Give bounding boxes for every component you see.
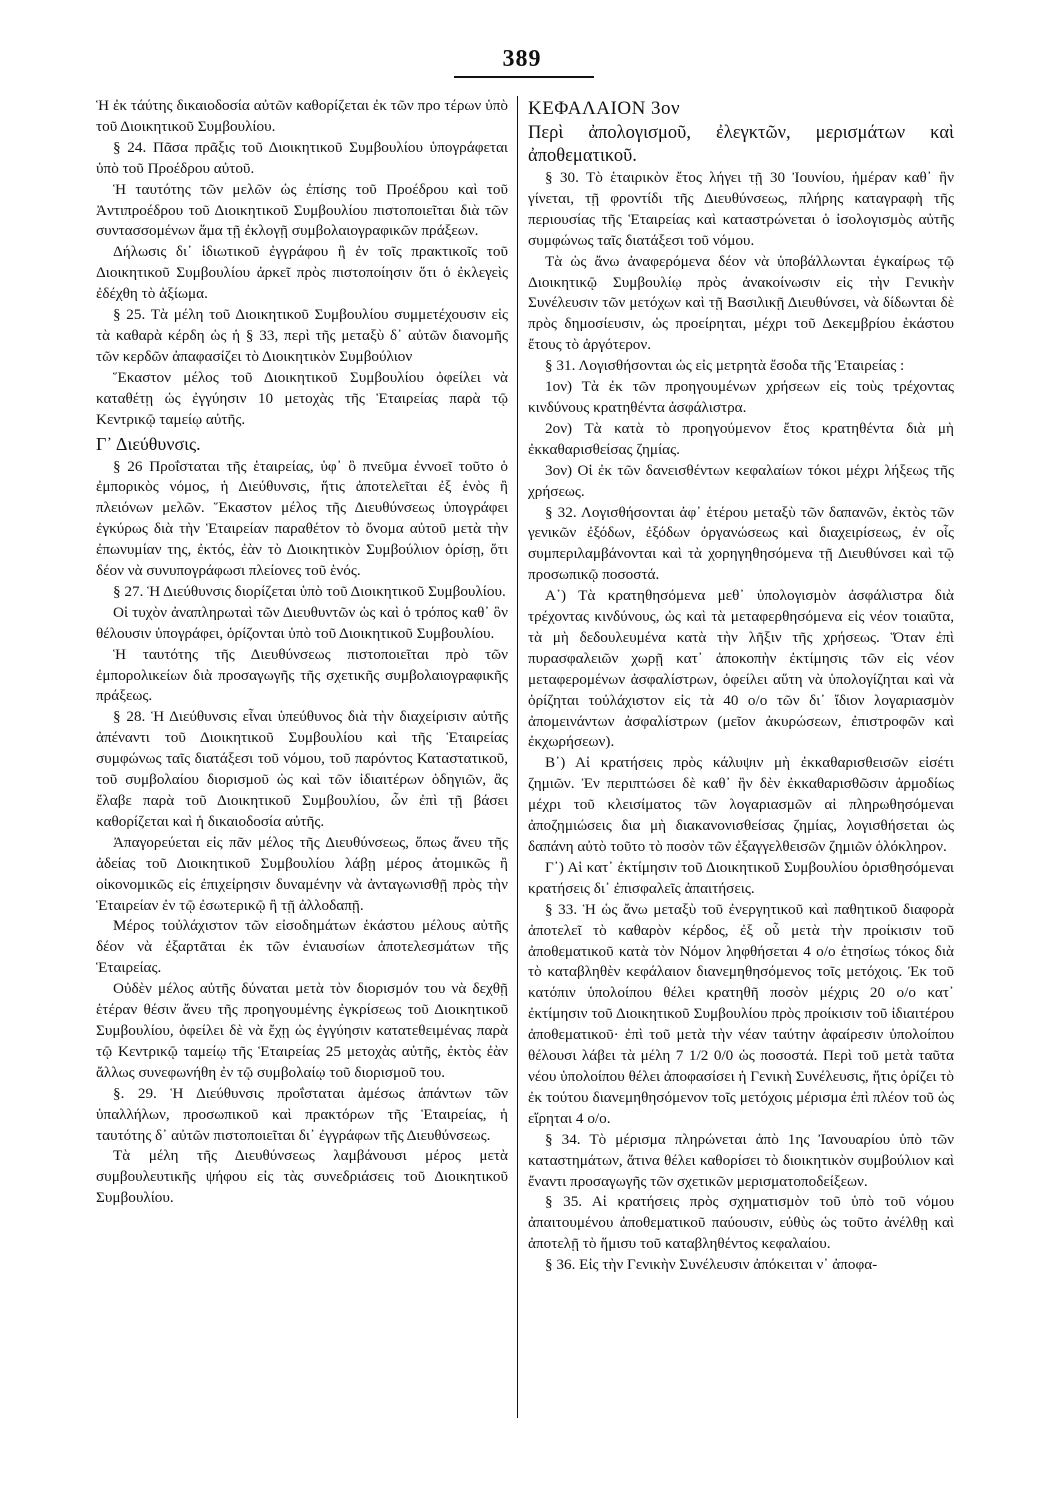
paragraph: § 24. Πᾶσα πρᾶξις τοῦ Διοικητικοῦ Συμβουλίου ὑπογράφεται ὑπὸ τοῦ Προέδρου αὐτοῦ. [96, 138, 508, 177]
paragraph: § 25. Τὰ μέλη τοῦ Διοικητικοῦ Συμβουλίου συμμετέχουσιν εἰς τὰ καθαρὰ κέρδη ὡς ἡ § 33, περὶ τῆς μεταξὺ δ᾽ αὐτῶν διανομῆς τῶν κερδῶν ἀπαφασίζει τὸ Διοικητικὸν Συμβούλιον [96, 306, 508, 365]
paragraph: Μέρος τοὐλάχιστον τῶν εἰσοδημάτων ἑκάστου μέλους αὐτῆς δέον νὰ ἐξαρτᾶται ἐκ τῶν ἐνιαυσίων ἀποτελεσμάτων τῆς Ἑταιρείας. [96, 917, 508, 977]
paragraph: 2ον) Τὰ κατὰ τὸ προηγούμενον ἔτος κρατηθέντα διὰ μὴ ἐκκαθαρισθείσας ζημίας. [528, 419, 954, 458]
paragraph: § 35. Αἱ κρατήσεις πρὸς σχηματισμὸν τοῦ ὑπὸ τοῦ νόμου ἀπαιτουμένου ἀποθεματικοῦ παύουσιν, εὐθὺς ὡς τοῦτο ἀνέλθῃ καὶ ἀποτελῇ τὸ ἥμισυ τοῦ καταβληθέντος κεφαλαίου. [528, 1193, 954, 1253]
paragraph: Α᾽) Τὰ κρατηθησόμενα μεθ᾽ ὑπολογισμὸν ἀσφάλιστρα διὰ τρέχοντας κινδύνους, ὡς καὶ τὰ μεταφερθησόμενα εἰς νέον τοιαῦτα, τὰ μὴ δεδουλευμένα κατὰ τὴν λῆξιν τῆς χρήσεως. Ὅταν ἐπὶ πυρασφαλειῶν χωρῇ κατ᾽ ἀποκοπὴν ἐκτίμησις τῶν εἰς νέον μεταφερομένων ἀσφαλίστρων, ὀφείλει αὕτη νὰ ὑπολογίζηται καὶ νὰ ὁρίζηται τοὐλάχιστον εἰς τὰ 40 ο/ο τῶν δι᾽ ἴδιον λογαριασμὸν ἀπομεινάντων ἀσφαλίστρων (μεῖον ἀκυρώσεων, ἐπιστροφῶν καὶ ἐκχωρήσεων). [528, 587, 954, 751]
paragraph: 1ον) Τὰ ἐκ τῶν προηγουμένων χρήσεων εἰς τοὺς τρέχοντας κινδύνους κρατηθέντα ἀσφάλιστρα. [528, 378, 954, 416]
paragraph: § 32. Λογισθήσονται ἀφ᾽ ἑτέρου μεταξὺ τῶν δαπανῶν, ἐκτὸς τῶν γενικῶν ἐξόδων, ἐξόδων ὀργανώσεως καὶ διαχειρίσεως, ἐν οἷς συμπεριλαμβάνονται καὶ τὰ χορηγηθησόμενα τῇ Διευθύνσει καὶ τῷ προσωπικῷ ποσοστά. [528, 503, 954, 584]
paragraph: Ἕκαστον μέλος τοῦ Διοικητικοῦ Συμβουλίου ὀφείλει νὰ καταθέτῃ ὡς ἐγγύησιν 10 μετοχὰς τῆς Ἑταιρείας παρὰ τῷ Κεντρικῷ ταμείῳ αὐτῆς. [96, 368, 508, 428]
paragraph: Ἡ ταυτότης τῶν μελῶν ὡς ἐπίσης τοῦ Προέδρου καὶ τοῦ Ἀντιπροέδρου τοῦ Διοικητικοῦ Συμβουλίου πιστοποιεῖται διὰ τῶν συντασσομένων ἅμα τῇ ἐκλογῇ συμβολαιογραφικῶν πράξεων. [96, 180, 508, 240]
paragraph: § 28. Ἡ Διεύθυνσις εἶναι ὑπεύθυνος διὰ τὴν διαχείρισιν αὐτῆς ἀπέναντι τοῦ Διοικητικοῦ Συμβουλίου καὶ τῆς Ἑταιρείας συμφώνως ταῖς διατάξεσι τοῦ νόμου, τοῦ παρόντος Καταστατικοῦ, τοῦ συμβολαίου διορισμοῦ ὡς καὶ τῶν ἰδιαιτέρων ὁδηγιῶν, ἃς ἔλαβε παρὰ τοῦ Διοικητικοῦ Συμβουλίου, ὧν ἐπὶ τῇ βάσει καθορίζεται καὶ ἡ δικαιοδοσία αὐτῆς. [96, 708, 508, 830]
paragraph: Τὰ ὡς ἄνω ἀναφερόμενα δέον νὰ ὑποβάλλωνται ἐγκαίρως τῷ Διοικητικῷ Συμβουλίῳ πρὸς ἀνακοίνωσιν εἰς τὴν Γενικὴν Συνέλευσιν τῶν μετόχων καὶ τῇ Βασιλικῇ Διευθύνσει, νὰ δίδωνται δὲ πρὸς δημοσίευσιν, ὡς προείρηται, μέχρι τοῦ Δεκεμβρίου ἑκάστου ἔτους τὸ ἀργότερον. [528, 252, 954, 354]
column-divider [517, 96, 518, 1418]
paragraph: § 33. Ἡ ὡς ἄνω μεταξὺ τοῦ ἐνεργητικοῦ καὶ παθητικοῦ διαφορὰ ἀποτελεῖ τὸ καθαρὸν κέρδος, ἐξ οὗ μετὰ τὴν προίκισιν τοῦ ἀποθεματικοῦ κατὰ τὸν Νόμον ληφθήσεται 4 ο/ο ἐτησίως τόκος διὰ τὸ καταβληθὲν κεφάλαιον διανεμηθησόμενος τοῖς μετόχοις. Ἐκ τοῦ κατόπιν ὑπολοίπου θέλει κρατηθῆ ποσὸν μέχρις 20 ο/ο κατ᾽ ἐκτίμησιν τοῦ Διοικητικοῦ Συμβουλίου πρὸς προίκισιν τοῦ ἰδιαιτέρου ἀποθεματικοῦ· ἐπὶ τοῦ μετὰ τὴν νέαν ταύτην ἀφαίρεσιν ὑπολοίπου θέλουσι λάβει τὰ μέλη 7 1/2 0/0 ὡς ποσοστά. Περὶ τοῦ μετὰ ταῦτα νέου ὑπολοίπου θέλει ἀποφασίσει ἡ Γενικὴ Συνέλευσις, ἥτις ὁρίζει τὸ ἐκ τούτου διανεμηθησόμενον τοῖς μετόχοις μέρισμα ἐπὶ πλέον τοῦ ὡς εἴρηται 4 ο/ο. [528, 900, 954, 1127]
paragraph: §. 29. Ἡ Διεύθυνσις προΐσταται ἀμέσως ἁπάντων τῶν ὑπαλλήλων, προσωπικοῦ καὶ πρακτόρων τῆς Ἑταιρείας, ἡ ταυτότης δ᾽ αὐτῶν πιστοποιεῖται δι᾽ ἐγγράφων τῆς Διευθύνσεως. [96, 1084, 508, 1144]
left-column [96, 96, 508, 1209]
paragraph: Οἱ τυχὸν ἀναπληρωταὶ τῶν Διευθυντῶν ὡς καὶ ὁ τρόπος καθ᾽ ὃν θέλουσιν ὑπογράφει, ὁρίζονται ὑπὸ τοῦ Διοικητικοῦ Συμβουλίου. [96, 603, 508, 642]
paragraph: Δήλωσις δι᾽ ἰδιωτικοῦ ἐγγράφου ἢ ἐν τοῖς πρακτικοῖς τοῦ Διοικητικοῦ Συμβουλίου ἀρκεῖ πρὸς πιστοποίησιν ὅτι ὁ ἐκλεγεὶς ἐδέχθη τὸ ἀξίωμα. [96, 243, 508, 303]
paragraph: § 36. Εἰς τὴν Γενικὴν Συνέλευσιν ἀπόκειται ν᾽ ἀποφα- [545, 1256, 878, 1274]
paragraph: § 34. Τὸ μέρισμα πληρώνεται ἀπὸ 1ης Ἰανουαρίου ὑπὸ τῶν καταστημάτων, ἅτινα θέλει καθορίσει τὸ διοικητικὸν συμβούλιον καὶ ἔναντι προσαγωγῆς τῶν σχετικῶν μερισματοποδείξεων. [528, 1130, 954, 1190]
header-rule [454, 76, 594, 78]
paragraph: Γ᾽) Αἱ κατ᾽ ἐκτίμησιν τοῦ Διοικητικοῦ Συμβουλίου ὁρισθησόμεναι κρατήσεις δι᾽ ἐπισφαλεῖς ἀπαιτήσεις. [528, 858, 954, 897]
right-column [528, 96, 954, 1276]
paragraph: Ἡ ταυτότης τῆς Διευθύνσεως πιστοποιεῖται πρὸ τῶν ἐμπορολικείων διὰ προσαγωγῆς τῆς σχετικῆς συμβολαιογραφικῆς πράξεως. [96, 645, 508, 705]
paragraph: Τὰ μέλη τῆς Διευθύνσεως λαμβάνουσι μέρος μετὰ συμβουλευτικῆς ψήφου εἰς τὰς συνεδριάσεις τοῦ Διοικητικοῦ Συμβουλίου. [96, 1147, 508, 1207]
chapter-subtitle: Περὶ ἀπολογισμοῦ, ἐλεγκτῶν, μερισμάτων καὶ ἀποθεματικοῦ. [528, 123, 954, 166]
paragraph: Ἡ ἐκ τάύτης δικαιοδοσία αὐτῶν καθορίζεται ἐκ τῶν προ τέρων ὑπὸ τοῦ Διοικητικοῦ Συμβουλίου. [96, 97, 508, 135]
page-number: 389 [502, 46, 542, 72]
paragraph: Οὐδὲν μέλος αὐτῆς δύναται μετὰ τὸν διορισμόν του νὰ δεχθῇ ἑτέραν θέσιν ἄνευ τῆς προηγουμένης ἐγκρίσεως τοῦ Διοικητικοῦ Συμβουλίου, ὀφείλει δὲ νὰ ἔχῃ ὡς ἐγγύησιν κατατεθειμένας παρὰ τῷ Κεντρικῷ ταμείῳ τῆς Ἑταιρείας 25 μετοχὰς αὐτῆς, ἐκτὸς ἐὰν ἄλλως συνεφωνήθη ἐν τῷ συμβολαίῳ τοῦ διορισμοῦ του. [96, 980, 508, 1081]
paragraph: § 31. Λογισθήσονται ὡς εἰς μετρητὰ ἔσοδα τῆς Ἑταιρείας : [545, 357, 905, 375]
paragraph: Ἀπαγορεύεται εἰς πᾶν μέλος τῆς Διευθύνσεως, ὅπως ἄνευ τῆς ἀδείας τοῦ Διοικητικοῦ Συμβουλίου λάβῃ μέρος ἀτομικῶς ἢ οἰκονομικῶς εἰς ἐπιχείρησιν δυναμένην νὰ ἀνταγωνισθῇ πρὸς τὴν Ἑταιρείαν ἐν τῷ ἐσωτερικῷ ἢ τῇ ἀλλοδαπῇ. [96, 833, 508, 914]
paragraph: § 27. Ἡ Διεύθυνσις διορίζεται ὑπὸ τοῦ Διοικητικοῦ Συμβουλίου. [113, 582, 506, 600]
paragraph: 3ον) Οἱ ἐκ τῶν δανεισθέντων κεφαλαίων τόκοι μέχρι λήξεως τῆς χρήσεως. [528, 461, 954, 500]
paragraph: Β᾽) Αἱ κρατήσεις πρὸς κάλυψιν μὴ ἐκκαθαρισθεισῶν εἰσέτι ζημιῶν. Ἐν περιπτώσει δὲ καθ᾽ ἣν δὲν ἐκκαθαρισθῶσιν ἁρμοδίως μέχρι τοῦ κλεισίματος τῶν λογαριασμῶν αἱ πληρωθησόμεναι ἀποζημιώσεις δια μὴ διακανονισθείσας ζημίας, λογισθήσεται ὡς δαπάνη αὐτὸ τοῦτο τὸ ποσὸν τῶν ἐξαγγελθεισῶν ζημιῶν ὁλόκληρον. [528, 754, 954, 855]
paragraph: § 30. Τὸ ἑταιρικὸν ἔτος λήγει τῇ 30 Ἰουνίου, ἡμέραν καθ᾽ ἣν γίνεται, τῇ φροντίδι τῆς Διευθύνσεως, πλήρης καταγραφὴ τῆς περιουσίας τῆς Ἑταιρείας καὶ καταστρώνεται ὁ ἰσολογισμὸς αὐτῆς συμφώνως ταῖς διατάξεσι τοῦ νόμου. [528, 169, 954, 249]
paragraph: § 26 Προΐσταται τῆς ἑταιρείας, ὑφ᾽ ὃ πνεῦμα ἐννοεῖ τοῦτο ὁ ἐμπορικὸς νόμος, ἡ Διεύθυνσις, ἥτις ἀποτελεῖται ἐξ ἑνὸς ἢ πλειόνων μελῶν. Ἕκαστον μέλος τῆς Διευθύνσεως ὑπογράφει ἐγκύρως διὰ τὴν Ἑταιρείαν παραθέτον τὸ ὄνομα αὐτοῦ μετὰ τὴν ἐπωνυμίαν της, ἐκτός, ἐὰν τὸ Διοικητικὸν Συμβούλιον ὁρίσῃ, ὅτι δέον νὰ συνυπογράφωσι πλείονες τοῦ ἑνός. [96, 457, 508, 580]
chapter-title: ΚΕΦΑΛΑΙΟΝ 3ον [528, 98, 681, 119]
section-heading: Γ᾽ Διεύθυνσις. [96, 433, 201, 454]
